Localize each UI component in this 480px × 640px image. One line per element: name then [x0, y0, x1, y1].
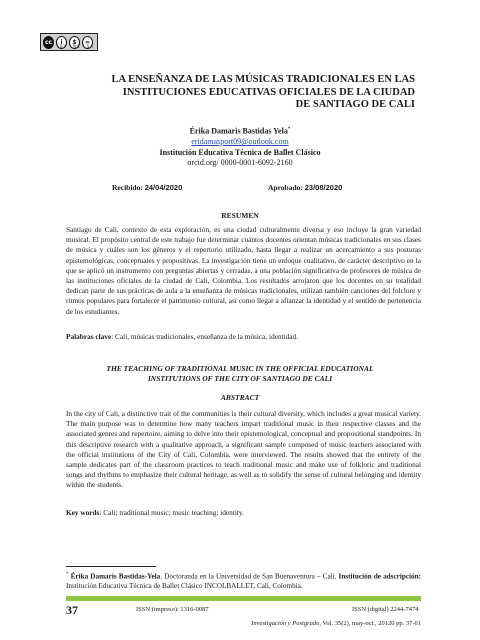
footnote-author-name: Érika Damaris Bastidas-Yela — [70, 572, 161, 581]
license-label-by: BY — [60, 44, 67, 49]
resumen-text: Santiago de Cali, contexto de esta exploración, es una ciudad culturalmente diversa y eso incluye la gran variedad musical. El propósito central de este trabajo fue determinar cuántos docentes orientan músicas tradicionales en sus clases de música y cuáles son los géneros y el repertorio utilizado, hasta llegar a realizar un acercamiento a sus posturas epistemológicas, conceptuales y propositivas. La investigación tiene un enfoque cualitativo, de carácter descriptivo en la que se aplicó un instrumento con preguntas abiertas y cerradas, a una población significativa de profesores de música de las instituciones oficiales de la ciudad de Cali, Colombia. Los resultados arrojaron que los docentes en su totalidad dedican parte de sus prácticas de aula a la enseñanza de músicas tradicionales, utilizan también canciones del folclore y ritmos populares para fortalecer el patrimonio cultural, así como llegar a afianzar la identidad y el sentido de pertenencia de los estudiantes. — [66, 225, 421, 316]
palabras-clave-values: : Cali, músicas tradicionales, enseñanza de la música, identidad. — [111, 332, 299, 341]
license-label-sa: SA — [86, 44, 95, 49]
paper-title: LA ENSEÑANZA DE LAS MÚSICAS TRADICIONALES EN LAS INSTITUCIONES EDUCATIVAS OFICIALES DE LA CIUDAD DE SANTIAGO DE CALI — [111, 74, 415, 110]
footnote-institution: Institución Educativa Técnica de Ballet Clásico INCOLBALLET, Cali, Colombia. — [66, 581, 303, 590]
page-number: 37 — [66, 603, 78, 617]
issn-print: ISSN (impreso): 1316-0087 — [136, 606, 209, 613]
footnote-affiliation: . Doctoranda en la Universidad de San Buenaventura – Cali. — [160, 572, 339, 581]
key-words-values: : Cali; traditional music; music teaching; identity. — [99, 508, 244, 517]
journal-volume: , Vol. 35(2), may-oct., 20120 pp. 37-61 — [319, 620, 421, 627]
received-value: 24/04/2020 — [144, 183, 183, 192]
attribution-icon: i — [56, 36, 67, 49]
abstract-heading: ABSTRACT — [220, 393, 260, 402]
english-title: THE TEACHING OF TRADITIONAL MUSIC IN THE OFFICIAL EDUCATIONAL INSTITUTIONS OF THE CITY OF SANTIAGO DE CALI — [106, 364, 374, 383]
author-orcid: orcid.org/ 0000-0001-6092-2160 — [187, 158, 293, 168]
license-labels — [60, 44, 94, 49]
key-words-label: Key words — [66, 508, 100, 517]
author-footnote — [66, 570, 421, 591]
palabras-clave — [66, 332, 421, 342]
key-words — [66, 508, 421, 518]
author-footnote-mark: * — [287, 127, 291, 132]
issn-digital: ISSN (digital) 2244-7474 — [352, 606, 419, 613]
footer-accent-bar — [66, 596, 421, 601]
author-block — [140, 125, 340, 169]
author-name-text: Érika Damaris Bastidas Yela — [189, 126, 288, 136]
journal-citation — [150, 620, 421, 627]
received-label: Recibido: — [112, 183, 143, 192]
author-email-link[interactable]: eridamasport09@outlook.com — [191, 137, 289, 147]
noncommercial-icon: $ — [69, 36, 80, 49]
palabras-clave-label: Palabras clave — [66, 332, 112, 341]
approved-label: Aprobado: — [268, 183, 303, 192]
cc-icon: cc — [43, 36, 54, 49]
license-label-nc: NC — [72, 44, 81, 49]
received-date — [112, 183, 182, 192]
abstract-text: In the city of Cali, a distinctive trait of the communities is their cultural diversity, which includes a great musical variety. The main purpose was to determine how many teachers impart traditional music in their respective classes and the associated genres and repertoire, aiming to delve into their epistemological, conceptual and propositional standpoints. In this descriptive research with a qualitative approach, a significant sample composed of music teachers associated with the official institutions of the City of Cali, Colombia, were interviewed. The results showed that the entirety of the sample dedicates part of the classroom practices to teach traditional music and make use of folkloric and traditional songs and rhythms to emphasize their cultural heritage, as well as to solidify the sense of cultural belonging and identity within the students. — [66, 409, 421, 490]
footnote-institution-label: Institución de adscripción: — [338, 572, 422, 581]
footnote-divider — [66, 566, 156, 567]
author-name — [140, 125, 340, 137]
sharealike-icon: = — [82, 36, 93, 49]
approved-date — [268, 183, 342, 192]
footnote-mark: * — [66, 572, 69, 577]
approved-value: 23/08/2020 — [304, 183, 343, 192]
journal-name: Investigación y Postgrado — [251, 620, 320, 627]
resumen-heading: RESUMEN — [221, 211, 259, 220]
author-institution: Institución Educativa Técnica de Ballet Clásico — [159, 147, 321, 157]
